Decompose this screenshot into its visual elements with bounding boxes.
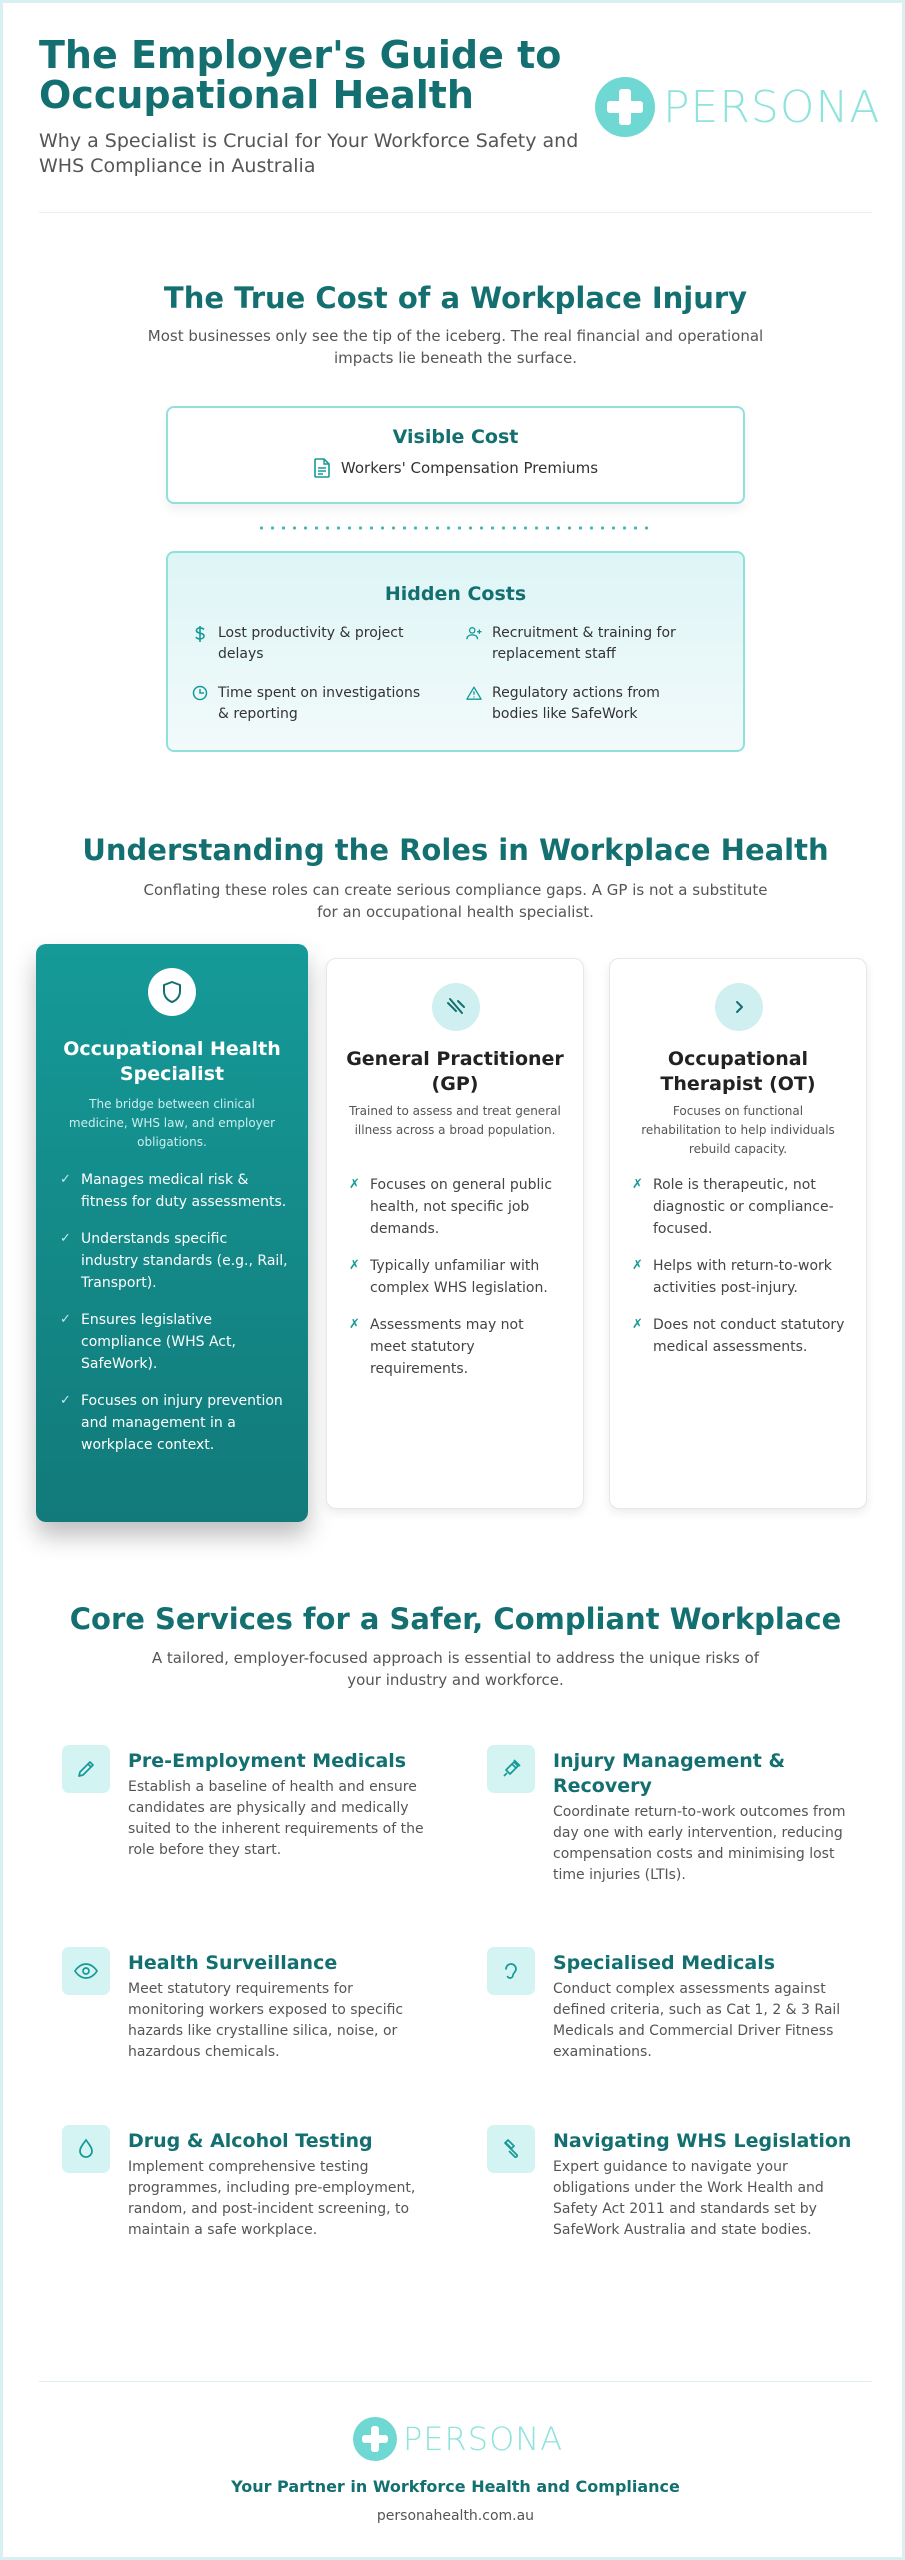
- list-item: ✗ Typically unfamiliar with complex WHS legislation.: [349, 1258, 548, 1296]
- medical-cross-icon: [595, 77, 655, 137]
- service-description: Establish a baseline of health and ensure candidates are physically and medically suited to the inherent requirements of the role before they start.: [128, 1779, 424, 1858]
- service-description: Conduct complex assessments against defined criteria, such as Cat 1, 2 & 3 Rail Medicals and Commercial Driver Fitness examinations.: [553, 1981, 841, 2060]
- footer-persona-logo[interactable]: [353, 2417, 563, 2461]
- iceberg-section-title: The True Cost of a Workplace Injury: [163, 281, 748, 315]
- ear-icon: [487, 1947, 535, 1995]
- service-whs-legislation: [487, 2125, 852, 2255]
- warning-icon: [466, 685, 482, 701]
- role-description: Focuses on functional rehabilitation to help individuals rebuild capacity.: [641, 1104, 835, 1156]
- services-section-subtitle: A tailored, employer-focused approach is essential to address the unique risks of your industry and workforce.: [151, 1649, 760, 1689]
- hidden-costs-card: [166, 551, 745, 752]
- roles-section-subtitle: Conflating these roles can create serious compliance gaps. A GP is not a substitute for an occupational health specialist.: [143, 881, 768, 921]
- footer-link[interactable]: personahealth.com.au: [376, 2508, 535, 2524]
- pencil-icon: [62, 1745, 110, 1793]
- role-points: [60, 1169, 288, 1471]
- visible-cost-card: [166, 406, 745, 504]
- persona-logo[interactable]: [595, 77, 880, 137]
- dollar-icon: [192, 625, 208, 643]
- list-item: ✓ Manages medical risk & fitness for duty assessments.: [60, 1172, 287, 1210]
- list-item: ✗ Assessments may not meet statutory requirements.: [349, 1317, 524, 1377]
- role-card-ot: [609, 958, 867, 1509]
- droplet-icon: [62, 2125, 110, 2173]
- service-health-surveillance: [62, 1947, 422, 2077]
- stethoscope-icon: [432, 983, 480, 1031]
- page-subtitle: Why a Specialist is Crucial for Your Workforce Safety and WHS Compliance in Australia: [39, 130, 579, 177]
- services-section-title: Core Services for a Safer, Compliant Workplace: [69, 1602, 842, 1636]
- role-points: [349, 1174, 563, 1395]
- list-item: ✗ Helps with return-to-work activities post-injury.: [632, 1258, 832, 1296]
- document-icon: [313, 458, 331, 478]
- hidden-cost-item: [192, 683, 432, 725]
- role-card-gp: [326, 958, 584, 1509]
- role-description: The bridge between clinical medicine, WHS law, and employer obligations.: [68, 1097, 276, 1149]
- list-item: ✗ Role is therapeutic, not diagnostic or compliance-focused.: [632, 1177, 834, 1237]
- list-item: ✗ Focuses on general public health, not specific job demands.: [349, 1177, 553, 1237]
- service-description: Coordinate return-to-work outcomes from day one with early intervention, reducing compensation costs and minimising lost time injuries (LTIs).: [553, 1804, 846, 1883]
- hidden-cost-item: [466, 683, 706, 725]
- service-title: Injury Management & Recovery: [553, 1750, 786, 1797]
- logo-wordmark: PERSONA: [403, 2420, 564, 2458]
- hidden-costs-title: Hidden Costs: [384, 583, 527, 605]
- list-item: ✓ Focuses on injury prevention and management in a workplace context.: [60, 1393, 283, 1453]
- roles-section-title: Understanding the Roles in Workplace Health: [82, 833, 829, 867]
- footer-tagline: Your Partner in Workforce Health and Compliance: [231, 2477, 680, 2496]
- role-card-ohs: [36, 944, 308, 1522]
- syringe-icon: [487, 1745, 535, 1793]
- service-title: Navigating WHS Legislation: [553, 2130, 852, 2152]
- hidden-cost-text: Recruitment & training for replacement staff: [492, 625, 676, 662]
- role-description: Trained to assess and treat general illness across a broad population.: [349, 1104, 561, 1137]
- hidden-cost-text: Lost productivity & project delays: [218, 625, 404, 662]
- list-item: ✗ Does not conduct statutory medical assessments.: [632, 1317, 845, 1355]
- role-title: Occupational Therapist (OT): [660, 1048, 816, 1095]
- eye-icon: [62, 1947, 110, 1995]
- list-item: ✓ Ensures legislative compliance (WHS Act, SafeWork).: [60, 1312, 236, 1372]
- chevron-right-icon: [715, 983, 763, 1031]
- hidden-cost-text: Time spent on investigations & reporting: [218, 685, 421, 722]
- header: [39, 33, 881, 213]
- role-points: [632, 1174, 846, 1373]
- footer-divider: [39, 2381, 872, 2382]
- role-title: Occupational Health Specialist: [63, 1038, 281, 1085]
- user-plus-icon: [466, 625, 482, 641]
- visible-cost-title: Visible Cost: [392, 426, 519, 448]
- medical-cross-icon: [353, 2417, 397, 2461]
- gavel-icon: [487, 2125, 535, 2173]
- visible-cost-item: Workers' Compensation Premiums: [340, 459, 599, 477]
- waterline-divider: [256, 526, 656, 530]
- hidden-cost-item: [192, 623, 432, 665]
- service-drug-alcohol: [62, 2125, 422, 2255]
- list-item: ✓ Understands specific industry standards (e.g., Rail, Transport).: [60, 1231, 288, 1291]
- service-title: Health Surveillance: [128, 1952, 338, 1974]
- service-description: Meet statutory requirements for monitoring workers exposed to specific hazards like crystalline silica, noise, or hazardous chemicals.: [128, 1981, 404, 2060]
- service-specialised-medicals: [487, 1947, 847, 2077]
- service-description: Implement comprehensive testing programmes, including pre-employment, random, and post-incident screening, to maintain a safe workplace.: [128, 2159, 416, 2238]
- shield-icon: [148, 968, 196, 1016]
- service-pre-employment: [62, 1745, 422, 1885]
- service-title: Drug & Alcohol Testing: [128, 2130, 373, 2152]
- hidden-cost-item: [466, 623, 706, 665]
- hidden-cost-text: Regulatory actions from bodies like SafeWork: [492, 685, 660, 722]
- service-title: Specialised Medicals: [553, 1952, 776, 1974]
- logo-wordmark: PERSONA: [663, 81, 881, 133]
- iceberg-section-subtitle: Most businesses only see the tip of the iceberg. The real financial and operational impacts lie beneath the surface.: [147, 327, 764, 367]
- page-title: The Employer's Guide to Occupational Health: [39, 33, 562, 117]
- clock-icon: [192, 685, 208, 701]
- service-title: Pre-Employment Medicals: [128, 1750, 407, 1772]
- role-title: General Practitioner (GP): [346, 1048, 564, 1095]
- service-injury-management: [487, 1745, 847, 1895]
- service-description: Expert guidance to navigate your obligations under the Work Health and Safety Act 2011 and standards set by SafeWork Australia and state bodies.: [553, 2159, 824, 2238]
